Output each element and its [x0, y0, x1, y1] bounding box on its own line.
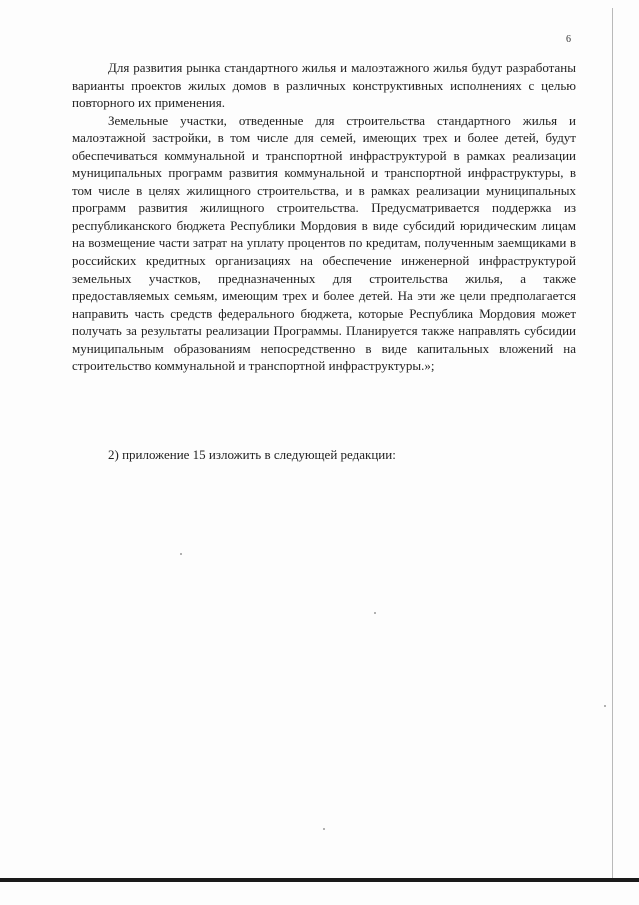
scan-speck	[180, 553, 182, 555]
scan-speck	[323, 828, 325, 830]
scan-speck	[374, 612, 376, 614]
body-text	[72, 59, 576, 375]
scan-margin-line	[612, 8, 613, 880]
paragraph-1: Для развития рынка стандартного жилья и малоэтажного жилья будут разработаны варианты проектов жилых домов в различных конструктивных исполнениях с целью повторного их применения.	[72, 60, 576, 111]
list-item-2: 2) приложение 15 изложить в следующей редакции:	[108, 447, 396, 462]
paragraph-2: Земельные участки, отведенные для строительства стандартного жилья и малоэтажной застройки, в том числе для семей, имеющих трех и более детей, будут обеспечиваться коммунальной и транспортной инфраструктурой в рамках реализации муниципальных программ развития коммунальной и транспортной инфраструктуры, в том числе в целях жилищного строительства, и в рамках реализации муниципальных программ развития жилищного строительства. Предусматривается поддержка из республиканского бюджета Республики Мордовия в виде субсидий юридическим лицам на возмещение части затрат на уплату процентов по кредитам, полученным заемщиками в российских кредитных организациях на обеспечение инженерной инфраструктурой земельных участков, предназначенных для строительства жилья, а также предоставляемых семьям, имеющим трех и более детей. На эти же цели предполагается направить часть средств федерального бюджета, которые Республика Мордовия может получать за результаты реализации Программы. Планируется также направлять субсидии муниципальным образованиям непосредственно в виде капитальных вложений на строительство коммунальной и транспортной инфраструктуры.»;	[72, 112, 576, 374]
page-number: 6	[566, 34, 571, 45]
scan-bottom-edge	[0, 878, 639, 882]
scan-speck	[604, 705, 606, 707]
